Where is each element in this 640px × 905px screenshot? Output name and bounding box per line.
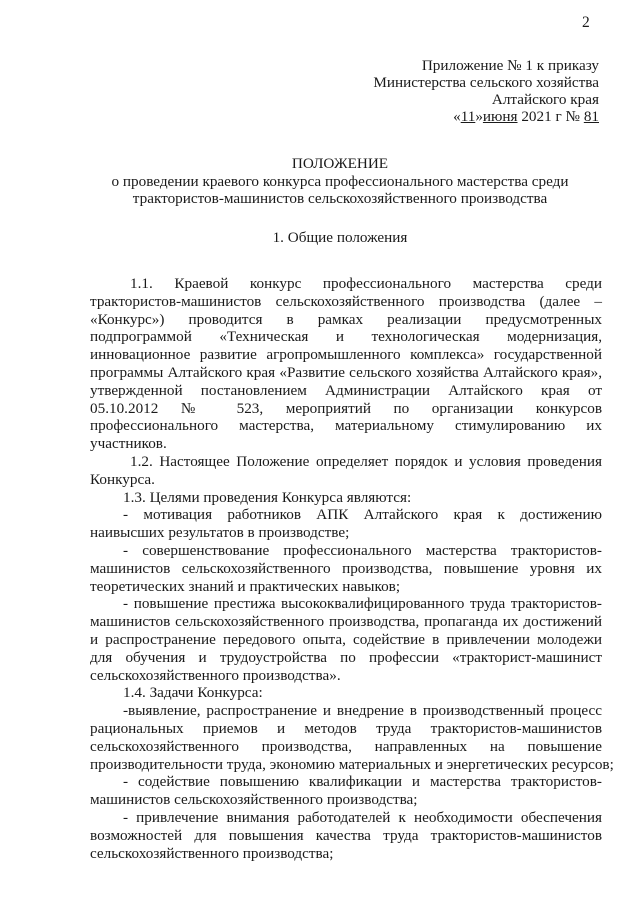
paragraph-line: трактористов-машинистов сельскохозяйственного производства (далее – [90, 292, 602, 310]
paragraph-line: для обучения и трудоустройства по профессии «тракторист-машинист [90, 648, 602, 666]
section-heading: 1. Общие положения [272, 229, 408, 246]
paragraph [90, 542, 602, 595]
document-title [60, 155, 620, 208]
title-heading: ПОЛОЖЕНИЕ [291, 155, 389, 172]
paragraph [90, 275, 602, 453]
date-month: июня [482, 108, 518, 125]
paragraph [90, 489, 602, 507]
paragraph-line: сельскохозяйственного производства, направленных на повышение [90, 737, 602, 755]
paragraph [90, 453, 602, 489]
title-subtitle-2: трактористов-машинистов сельскохозяйственного производства [132, 190, 548, 208]
paragraph-line: - привлечение внимания работодателей к необходимости обеспечения [123, 808, 602, 826]
paragraph-line: сельскохозяйственного производства; [90, 844, 334, 862]
paragraph-line: Конкурса. [90, 470, 155, 488]
paragraph-line: 1.2. Настоящее Положение определяет порядок и условия проведения [130, 452, 602, 470]
paragraph-line: - повышение престижа высококвалифицированного труда трактористов- [123, 595, 602, 613]
paragraph-line: 1.3. Целями проведения Конкурса являются: [123, 488, 412, 506]
paragraph-line: машинистов сельскохозяйственного производства, пропаганда их достижений [90, 613, 602, 631]
paragraph-line: производительности труда, экономию материальных и энергетических ресурсов; [90, 755, 614, 773]
paragraph-line: сельскохозяйственного производства». [90, 666, 341, 684]
paragraph-line: участников. [90, 435, 167, 453]
paragraph-line: -выявление, распространение и внедрение в производственный процесс [123, 702, 602, 720]
date-close-quote: » [475, 108, 483, 125]
paragraph-line: возможностей для повышения качества труда трактористов-машинистов [90, 826, 602, 844]
date-open-quote: « [453, 108, 461, 125]
paragraph-line: 05.10.2012 № 523, мероприятий по организации конкурсов [90, 399, 602, 417]
appendix-header [373, 57, 599, 125]
paragraph-line: подпрограммой «Техническая и технологическая модернизация, [90, 328, 602, 346]
paragraph [90, 702, 614, 773]
paragraph [90, 684, 602, 702]
paragraph-line: машинистов сельскохозяйственного производства; [90, 791, 418, 809]
paragraph-line: инновационное развитие агропромышленного комплекса» государственной [90, 346, 602, 364]
appendix-line-3: Алтайского края [491, 91, 599, 108]
paragraph-line: и распространение передового опыта, содействие в привлечении молодежи [90, 630, 602, 648]
date-day: 11 [460, 108, 476, 125]
paragraph-line: - совершенствование профессионального мастерства трактористов- [123, 541, 602, 559]
page-number: 2 [582, 14, 590, 31]
paragraph [90, 506, 602, 542]
appendix-line-1: Приложение № 1 к приказу [421, 57, 599, 74]
body-text [90, 275, 614, 862]
paragraph [90, 595, 602, 684]
paragraph [90, 773, 602, 809]
paragraph-line: 1.4. Задачи Конкурса: [123, 684, 263, 702]
paragraph-line: машинистов сельскохозяйственного производства, повышение уровня их [90, 559, 602, 577]
appendix-line-2: Министерства сельского хозяйства [373, 74, 599, 91]
paragraph-line: рациональных приемов и методов труда трактористов-машинистов [90, 719, 602, 737]
paragraph-line: - содействие повышению квалификации и мастерства трактористов- [123, 773, 602, 791]
order-number: 81 [583, 108, 599, 125]
title-subtitle-1: о проведении краевого конкурса профессионального мастерства среди [111, 172, 569, 190]
paragraph-line: программы Алтайского края «Развитие сельского хозяйства Алтайского края», [90, 363, 602, 381]
paragraph-line: «Конкурс») проводится в рамках реализации предусмотренных [90, 310, 602, 328]
paragraph-line: теоретических знаний и практических навыков; [90, 577, 401, 595]
paragraph [90, 809, 602, 862]
paragraph-line: 1.1. Краевой конкурс профессионального мастерства среди [130, 275, 602, 292]
paragraph-line: - мотивация работников АПК Алтайского края к достижению [123, 506, 602, 524]
paragraph-line: утвержденной постановлением Администрации Алтайского края от [90, 381, 602, 399]
paragraph-line: наивысших результатов в производстве; [90, 524, 350, 542]
paragraph-line: профессионального мастерства, материальному стимулированию их [90, 417, 602, 435]
date-year: 2021 г № [517, 108, 584, 125]
appendix-date-line [373, 108, 599, 125]
